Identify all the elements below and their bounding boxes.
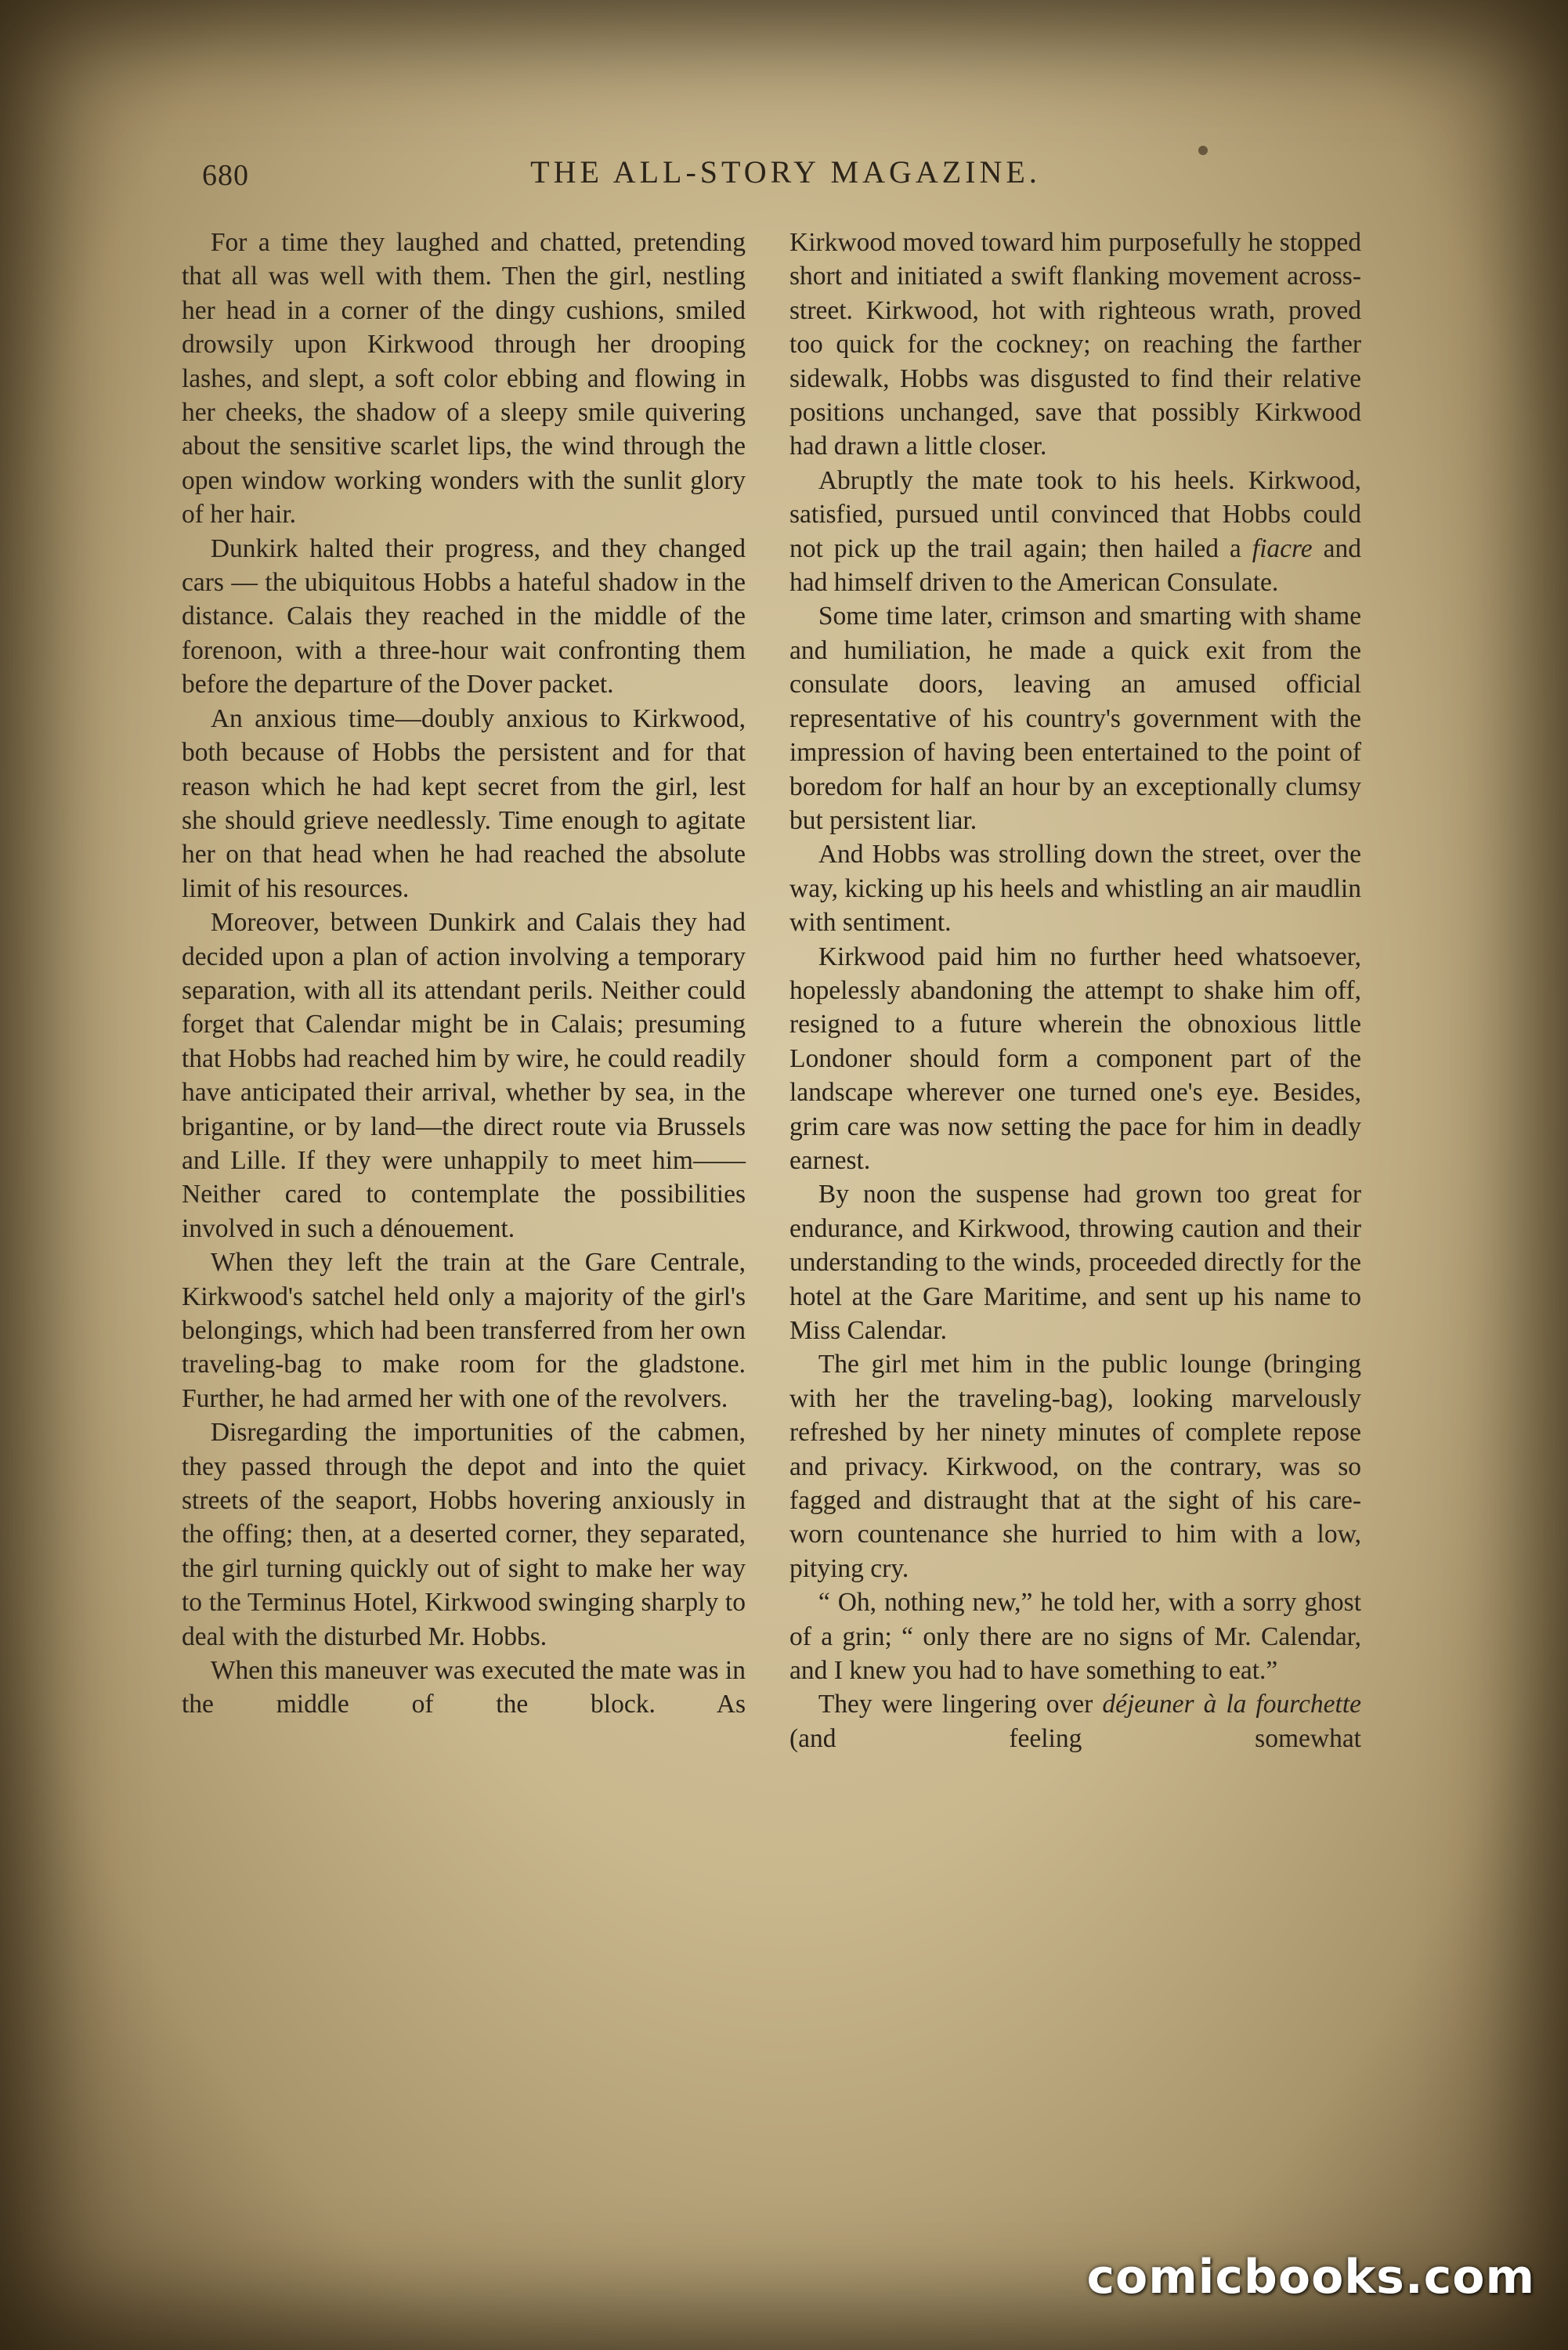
italic-text: fiacre (1252, 533, 1313, 563)
paragraph: Moreover, between Dunkirk and Calais they had decided upon a plan of action involving a temporary separation, with all its attendant perils. Neither could forget that Calendar might be in Calais; presuming that Hobbs had reached him by wire, he could readily have anticipated their arrival, whether by sea, in the brigantine, or by land—the direct route via Brussels and Lille. If they were unhappily to meet him—— Neither cared to contemplate the possibilities involved in such a dénouement. (182, 908, 746, 1243)
text-run: Abruptly the mate took to his heels. Kirkwood, satisfied, pursued until convinced that Hobbs could not pick up the trail again; then hailed a (789, 465, 1361, 563)
paragraph: And Hobbs was strolling down the street, over the way, kicking up his heels and whistling an air maudlin with sentiment. (789, 840, 1361, 938)
text-run: and had himself driven to the American Consulate. (789, 533, 1362, 598)
left-column (182, 226, 746, 1722)
paragraph: By noon the suspense had grown too great for endurance, and Kirkwood, throwing caution and their understanding to the winds, proceeded directly for the hotel at the Gare Maritime, and sent up his name to Miss Calendar. (789, 1180, 1361, 1345)
page-number: 680 (202, 159, 249, 192)
paragraph: When this maneuver was executed the mate was in the middle of the block. As (182, 1656, 746, 1719)
paragraph-closing (789, 1687, 1361, 1755)
watermark-logo: comicbooks.com (1086, 2250, 1535, 2305)
italic-text: déjeuner à la fourchette (1102, 1690, 1361, 1719)
running-title: THE ALL-STORY MAGAZINE. (530, 154, 1041, 190)
page-header (202, 154, 1369, 204)
text-run: (and feeling somewhat (789, 1723, 1361, 1753)
paragraph: Disregarding the importunities of the cabmen, they passed through the depot and into the quiet streets of the seaport, Hobbs hovering anxiously in the offing; then, at a deserted corner, they separated, the girl turning quickly out of sight to make her way to the Terminus Hotel, Kirkwood swinging sharply to deal with the disturbed Mr. Hobbs. (182, 1418, 746, 1651)
paragraph-abruptly (789, 464, 1361, 600)
paragraph: For a time they laughed and chatted, pretending that all was well with them. Then the girl, nestling her head in a corner of the dingy cushions, smiled drowsily upon Kirkwood through her drooping lashes, and slept, a soft color ebbing and flowing in her cheeks, the shadow of a sleepy smile quivering about the sensitive scarlet lips, the wind through the open window working wonders with the sunlit glory of her hair. (182, 228, 746, 530)
paragraph: When they left the train at the Gare Centrale, Kirkwood's satchel held only a majority of the girl's belongings, which had been transferred from her own traveling-bag to make room for the gladstone. Further, he had armed her with one of the revolvers. (182, 1248, 746, 1413)
paragraph: Kirkwood moved toward him purposefully he stopped short and initiated a swift flanking movement across-street. Kirkwood, hot with righteous wrath, proved too quick for the cockney; on reaching the farther sidewalk, Hobbs was disgusted to find their relative positions unchanged, save that possibly Kirkwood had drawn a little closer. (789, 228, 1361, 461)
right-column (789, 226, 1361, 1755)
ink-spot (1198, 146, 1208, 155)
paragraph: “ Oh, nothing new,” he told her, with a sorry ghost of a grin; “ only there are no signs of Mr. Calendar, and I knew you had to have something to eat.” (789, 1588, 1361, 1686)
paragraph: Some time later, crimson and smarting with shame and humiliation, he made a quick exit from the consulate doors, leaving an amused official representative of his country's government with the impression of having been entertained to the point of boredom for half an hour by an exceptionally clumsy but persistent liar. (789, 602, 1361, 835)
paragraph: Kirkwood paid him no further heed whatsoever, hopelessly abandoning the attempt to shake him off, resigned to a future wherein the obnoxious little Londoner should form a component part of the landscape wherever one turned one's eye. Besides, grim care was now setting the pace for him in deadly earnest. (789, 942, 1361, 1175)
paragraph: An anxious time—doubly anxious to Kirkwood, both because of Hobbs the persistent and for that reason which he had kept secret from the girl, lest she should grieve needlessly. Time enough to agitate her on that head when he had reached the absolute limit of his resources. (182, 703, 746, 903)
text-run: They were lingering over (818, 1690, 1103, 1719)
paragraph: The girl met him in the public lounge (bringing with her the traveling-bag), looking marvelously refreshed by her ninety minutes of complete repose and privacy. Kirkwood, on the contrary, was so fagged and distraught that at the sight of his care-worn countenance she hurried to him with a low, pitying cry. (789, 1350, 1361, 1583)
paragraph: Dunkirk halted their progress, and they changed cars — the ubiquitous Hobbs a hateful shadow in the distance. Calais they reached in the middle of the forenoon, with a three-hour wait confronting them before the departure of the Dover packet. (182, 533, 746, 700)
